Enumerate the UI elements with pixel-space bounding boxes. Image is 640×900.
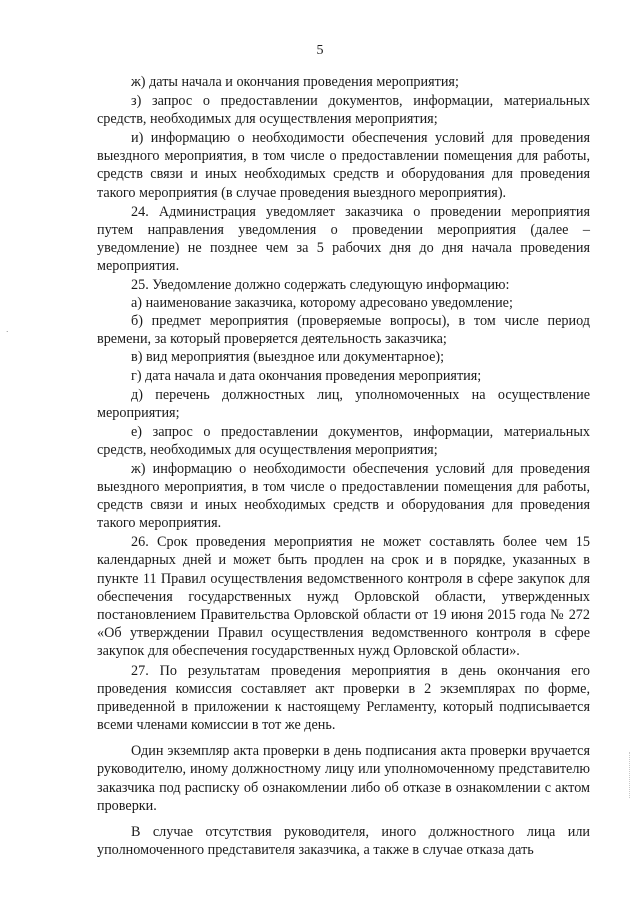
paragraph-item-a-customer: а) наименование заказчика, которому адресовано уведомление; [131, 295, 513, 312]
paragraph-item-v-type: в) вид мероприятия (выездное или документарное); [131, 349, 445, 366]
paragraph-clause-24: 24. Администрация уведомляет заказчика о проведении мероприятия путем направления уведомления о проведении мероприятия (далее – уведомление) не позднее чем за 5 рабочих дня до дня начала проведения мероприятия. [97, 203, 590, 274]
paragraph-item-g-dates: г) дата начала и дата окончания проведения мероприятия; [131, 367, 482, 384]
paragraph-item-zh-conditions: ж) информацию о необходимости обеспечения условий для проведения выездного мероприятия, в том числе о предоставлении помещения для работы, средств связи и иных необходимых средств и оборудования для проведения такого мероприятия. [97, 460, 590, 532]
document-body [97, 73, 590, 859]
paragraph-item-e-request: е) запрос о предоставлении документов, информации, материальных средств, необходимых для осуществления мероприятия; [97, 423, 590, 458]
paragraph-clause-26: 26. Срок проведения мероприятия не может составлять более чем 15 календарных дней и может быть продлен на срок и в порядке, указанных в пункте 11 Правил осуществления ведомственного контроля в сфере закупок для обеспечения государственных нужд Орловской области, утвержденных постановлением Правительства Орловской области от 19 июня 2015 года № 272 «Об утверждении Правил осуществления ведомственного контроля в сфере закупок для обеспечения государственных нужд Орловской области». [97, 534, 590, 659]
scan-margin-marks [629, 752, 632, 798]
scan-speck: · [6, 328, 9, 336]
paragraph-absence-case: В случае отсутствия руководителя, иного должностного лица или уполномоченного представителя заказчика, а также в случае отказа дать [97, 823, 590, 858]
paragraph-item-b-subject: б) предмет мероприятия (проверяемые вопросы), в том числе период времени, за который проверяется деятельность заказчика; [97, 313, 590, 348]
paragraph-clause-27: 27. По результатам проведения мероприятия в день окончания его проведения комиссия составляет акт проверки в 2 экземплярах по форме, приведенной в приложении к настоящему Регламенту, который подписывается всеми членами комиссии в тот же день. [97, 663, 590, 734]
paragraph-item-zh-dates: ж) даты начала и окончания проведения мероприятия; [131, 74, 459, 90]
page-number: 5 [316, 43, 324, 58]
paragraph-act-copy: Один экземпляр акта проверки в день подписания акта проверки вручается руководителю, иному должностному лицу или уполномоченному представителю заказчика под расписку об ознакомлении либо об отказе в ознакомлении с актом проверки. [97, 743, 590, 814]
paragraph-item-d-officials: д) перечень должностных лиц, уполномоченных на осуществление мероприятия; [97, 386, 590, 421]
paragraph-clause-25: 25. Уведомление должно содержать следующую информацию: [131, 277, 510, 294]
paragraph-item-i-conditions: и) информацию о необходимости обеспечения условий для проведения выездного мероприятия, в том числе о предоставлении помещения для работы, средств связи и иных необходимых средств и оборудования для проведения такого мероприятия (в случае проведения выездного мероприятия). [97, 130, 590, 201]
paragraph-item-z-request: з) запрос о предоставлении документов, информации, материальных средств, необходимых для осуществления мероприятия; [97, 93, 590, 128]
